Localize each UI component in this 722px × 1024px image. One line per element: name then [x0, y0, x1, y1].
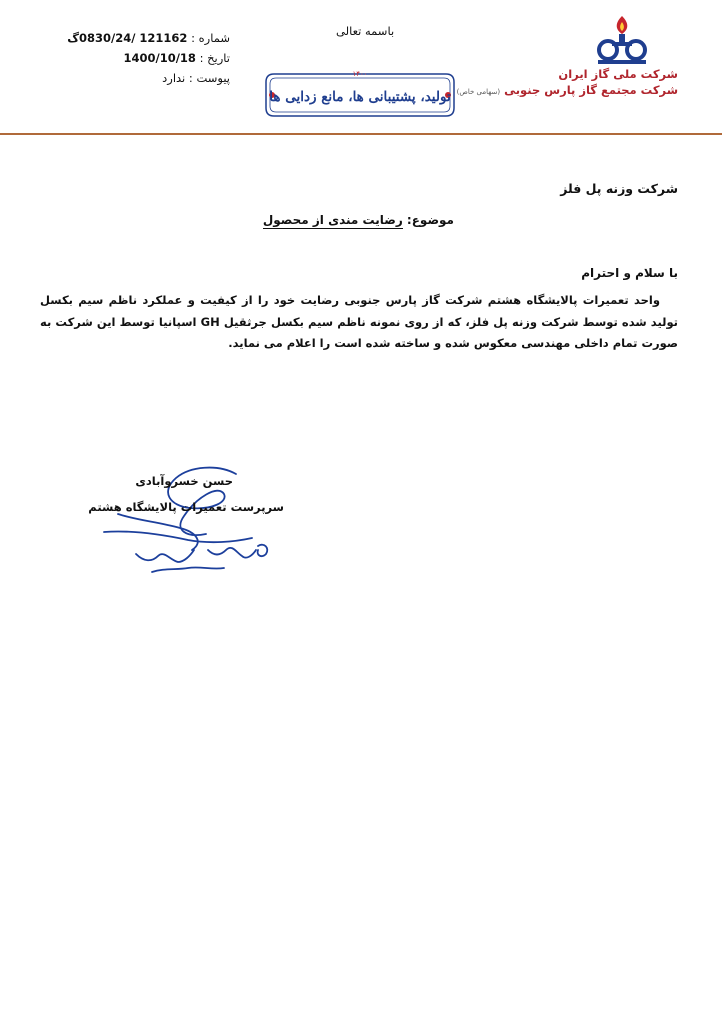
- date-row: [86, 48, 230, 68]
- company-line-1: شرکت ملی گاز ایران: [558, 67, 678, 81]
- subject-line: [263, 213, 454, 227]
- signer-name: حسن خسروآبادی: [135, 474, 233, 488]
- company-line-2-text: شرکت مجتمع گاز پارس جنوبی: [504, 83, 678, 97]
- date-value: 1400/10/18: [123, 51, 196, 65]
- recipient: شرکت وزنه پل فلز: [560, 181, 678, 196]
- signer-title: سرپرست تعمیرات پالایشگاه هشتم: [88, 500, 284, 514]
- date-label: تاریخ :: [199, 51, 230, 65]
- company-qualifier: (سهامی خاص): [456, 88, 501, 96]
- slogan-year: ۱۴۰۰: [352, 70, 368, 78]
- company-line-2: [457, 82, 678, 100]
- letter-body: [40, 290, 678, 355]
- header-divider: [0, 133, 722, 135]
- slogan-banner: [262, 68, 458, 120]
- header-motto: باسمه تعالی: [336, 24, 395, 38]
- company-logo-icon: [592, 14, 652, 66]
- subject-label: موضوع:: [406, 213, 454, 227]
- greeting: با سلام و احترام: [581, 266, 678, 280]
- reference-meta: [67, 28, 230, 88]
- attachment-row: [86, 68, 230, 88]
- attachment-value: ندارد: [162, 71, 186, 85]
- subject-value: رضایت مندی از محصول: [262, 213, 403, 227]
- letter-body-text: واحد تعمیرات پالایشگاه هشتم شرکت گاز پارس جنوبی رضایت خود را از کیفیت و عملکرد ناظم سیم بکسل تولید شده توسط شرکت وزنه پل فلز، که از روی نمونه ناظم سیم بکسل جرثقیل GH اسپانیا توسط این شرکت به صورت تمام داخلی مهندسی معکوس شده و ساخته شده است را اعلام می نماید.: [40, 293, 678, 350]
- slogan-text: تولید، پشتیبانی ها، مانع زدایی ها: [269, 89, 451, 105]
- number-value: 121162 /0830/24گ: [67, 31, 188, 45]
- number-row: [67, 28, 230, 48]
- company-name-block: [457, 66, 678, 100]
- attachment-label: پیوست :: [188, 71, 230, 85]
- number-label: شماره :: [191, 31, 230, 45]
